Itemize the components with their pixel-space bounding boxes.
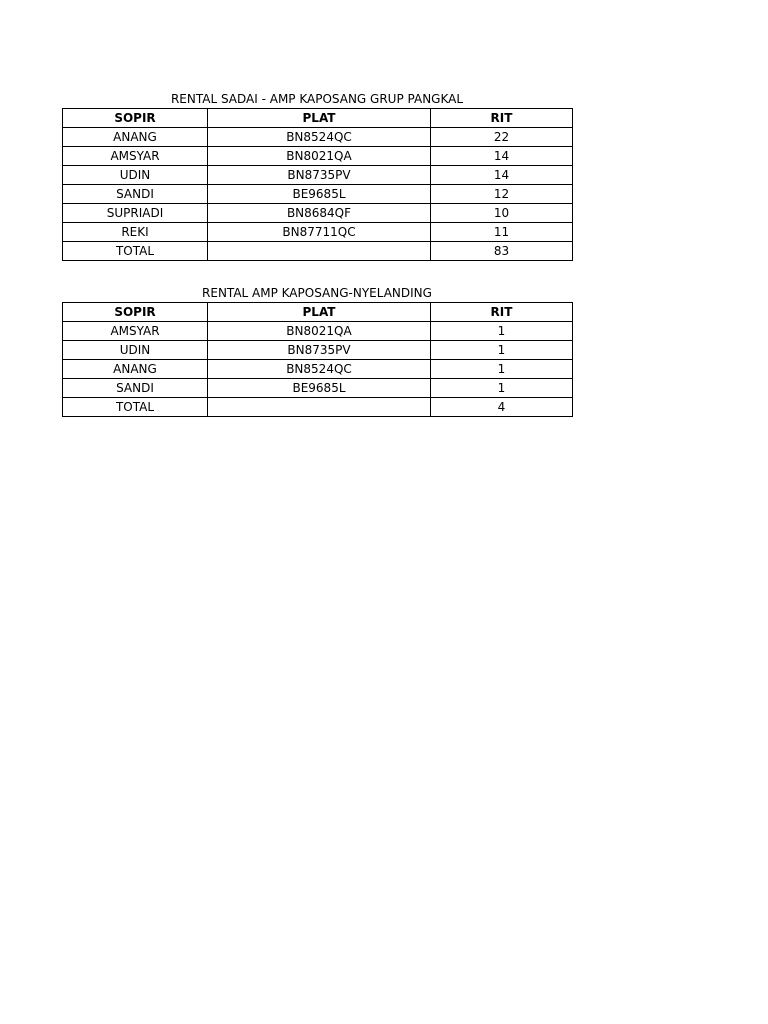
- header-plat: PLAT: [208, 109, 431, 128]
- cell-sopir: AMSYAR: [63, 147, 208, 166]
- cell-rit: 14: [431, 166, 573, 185]
- cell-rit: 1: [431, 322, 573, 341]
- cell-plat: BN8524QC: [208, 360, 431, 379]
- total-label: TOTAL: [63, 242, 208, 261]
- cell-plat: BN8524QC: [208, 128, 431, 147]
- cell-sopir: UDIN: [63, 166, 208, 185]
- table-row: [63, 379, 573, 398]
- table-row: [63, 147, 573, 166]
- cell-plat: BN87711QC: [208, 223, 431, 242]
- cell-sopir: SANDI: [63, 185, 208, 204]
- table-row: [63, 322, 573, 341]
- cell-plat: BN8684QF: [208, 204, 431, 223]
- header-rit: RIT: [431, 109, 573, 128]
- cell-sopir: REKI: [63, 223, 208, 242]
- cell-rit: 22: [431, 128, 573, 147]
- cell-sopir: ANANG: [63, 128, 208, 147]
- cell-rit: 1: [431, 360, 573, 379]
- table-row: [63, 360, 573, 379]
- table-row: [63, 166, 573, 185]
- total-label: TOTAL: [63, 398, 208, 417]
- cell-rit: 12: [431, 185, 573, 204]
- cell-rit: 10: [431, 204, 573, 223]
- table-title: RENTAL SADAI - AMP KAPOSANG GRUP PANGKAL: [170, 92, 464, 106]
- cell-plat: BN8735PV: [208, 341, 431, 360]
- rental-sadai-block: [62, 91, 572, 261]
- header-rit: RIT: [431, 303, 573, 322]
- table-row: [63, 128, 573, 147]
- cell-rit: 1: [431, 379, 573, 398]
- cell-plat: BN8021QA: [208, 147, 431, 166]
- header-row: [63, 303, 573, 322]
- total-rit: 4: [431, 398, 573, 417]
- cell-plat: BE9685L: [208, 185, 431, 204]
- cell-sopir: SUPRIADI: [63, 204, 208, 223]
- header-row: [63, 109, 573, 128]
- table-row: [63, 223, 573, 242]
- rental-sadai-table: [62, 108, 573, 261]
- table-row: [63, 185, 573, 204]
- header-sopir: SOPIR: [63, 109, 208, 128]
- cell-plat: BN8735PV: [208, 166, 431, 185]
- table-row: [63, 204, 573, 223]
- cell-sopir: AMSYAR: [63, 322, 208, 341]
- cell-rit: 11: [431, 223, 573, 242]
- cell-rit: 14: [431, 147, 573, 166]
- total-row: [63, 242, 573, 261]
- total-plat: [208, 242, 431, 261]
- total-plat: [208, 398, 431, 417]
- header-plat: PLAT: [208, 303, 431, 322]
- cell-plat: BN8021QA: [208, 322, 431, 341]
- total-row: [63, 398, 573, 417]
- rental-nyelanding-table: [62, 302, 573, 417]
- cell-sopir: SANDI: [63, 379, 208, 398]
- rental-nyelanding-block: [62, 285, 572, 417]
- table-title: RENTAL AMP KAPOSANG-NYELANDING: [202, 286, 432, 300]
- header-sopir: SOPIR: [63, 303, 208, 322]
- cell-plat: BE9685L: [208, 379, 431, 398]
- cell-rit: 1: [431, 341, 573, 360]
- table-row: [63, 341, 573, 360]
- total-rit: 83: [431, 242, 573, 261]
- cell-sopir: UDIN: [63, 341, 208, 360]
- cell-sopir: ANANG: [63, 360, 208, 379]
